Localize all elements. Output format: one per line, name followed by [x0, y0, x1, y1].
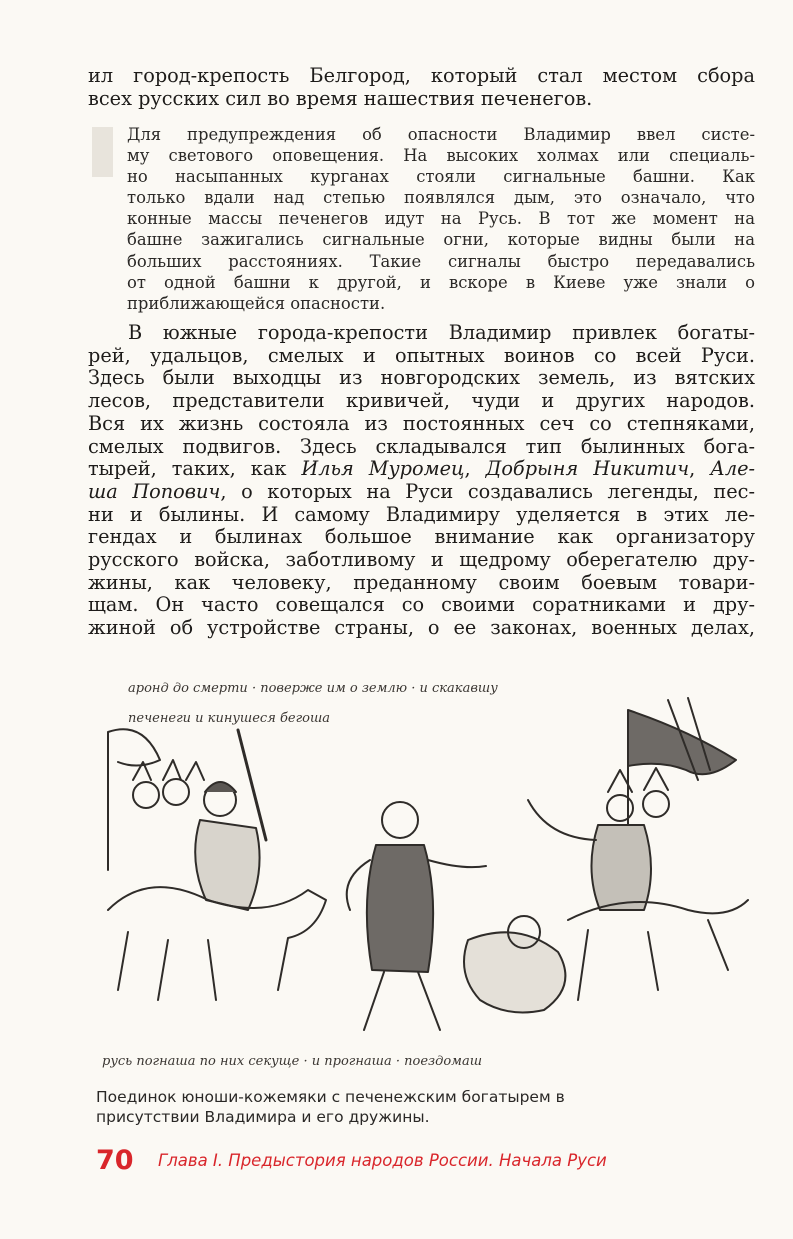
- text-line: [88, 458, 755, 481]
- text-line: смелых подвигов. Здесь складывался тип былинных бога-: [88, 434, 755, 458]
- aside-line: от одной башни к другой, и вскоре в Киеве уже знали о: [127, 272, 755, 292]
- aside-line: башне зажигались сигнальные огни, которые видны были на: [127, 230, 755, 250]
- inscription-bottom: русь погнаша по них секуще · и прогнаша · поездомаш: [102, 1054, 483, 1069]
- text-fragment: ,: [689, 457, 711, 481]
- text-line: Вся их жизнь состояла из постоянных сеч со степняками,: [88, 411, 755, 435]
- text-fragment: , о которых на Руси создавались легенды, пес-: [220, 479, 755, 503]
- aside-line: больших расстояниях. Такие сигналы быстро передавались: [127, 251, 755, 271]
- text-line: русского войска, заботливому и щедрому оберегателю дру-: [88, 548, 755, 572]
- aside-marker: [92, 127, 113, 177]
- text-line: гендах и былинах большое внимание как организатору: [88, 525, 755, 549]
- aside-box: [127, 124, 755, 314]
- hero-name: Але-: [710, 457, 756, 481]
- inscription-top-2: печенеги и кинушеся бегоша: [128, 711, 331, 726]
- text-line: ни и былины. И самому Владимиру уделяется в этих ле-: [88, 502, 755, 526]
- aside-line: Для предупреждения об опасности Владимир ввел систе-: [127, 125, 755, 144]
- text-line: ил город-крепость Белгород, который стал местом сбора: [88, 64, 755, 87]
- aside-line: му светового оповещения. На высоких холмах или специаль-: [127, 146, 755, 166]
- text-line: рей, удальцов, смелых и опытных воинов со всей Руси.: [88, 343, 755, 367]
- aside-line: но насыпанных курганах стояли сигнальные башни. Как: [127, 167, 755, 187]
- text-line: всех русских сил во время нашествия печенегов.: [88, 86, 593, 110]
- inscription-top-1: аронд до смерти · поверже им о землю · и скакавшу: [128, 681, 498, 696]
- illustration-caption: [96, 1087, 696, 1127]
- text-fragment: тырей, таких, как: [88, 457, 302, 481]
- hero-name: Илья Муромец: [301, 457, 465, 481]
- main-paragraph: [88, 322, 755, 640]
- text-line: В южные города-крепости Владимир привлек богаты-: [128, 321, 755, 344]
- text-line: лесов, представители кривичей, чуди и других народов.: [88, 389, 755, 413]
- aside-line: приближающейся опасности.: [127, 293, 386, 313]
- youth-tunic: [367, 845, 433, 972]
- page-number: 70: [96, 1145, 134, 1176]
- warrior-body: [195, 820, 259, 910]
- intro-paragraph: [88, 65, 755, 110]
- aside-line: конные массы печенегов идут на Русь. В тот же момент на: [127, 209, 755, 229]
- text-line: щам. Он часто совещался со своими соратниками и дру-: [88, 593, 755, 617]
- caption-line: присутствии Владимира и его дружины.: [96, 1108, 430, 1126]
- chapter-title: Глава I. Предыстория народов России. Начала Руси: [158, 1151, 607, 1170]
- text-line: [88, 481, 755, 504]
- hero-name: ша Попович: [88, 479, 221, 503]
- text-fragment: ,: [464, 457, 486, 481]
- aside-line: только вдали над степью появлялся дым, это означало, что: [127, 188, 755, 208]
- text-line: жиной об устройстве страны, о ее законах, военных делах,: [88, 616, 755, 640]
- caption-line: Поединок юноши-кожемяки с печенежским богатырем в: [96, 1088, 565, 1106]
- warrior-body: [591, 825, 651, 910]
- chronicle-illustration: [88, 670, 755, 1082]
- hero-name: Добрыня Никитич: [485, 457, 690, 481]
- text-line: жины, как человеку, преданному своим боевым товари-: [88, 570, 755, 594]
- text-line: Здесь были выходцы из новгородских земель, из вятских: [88, 366, 755, 390]
